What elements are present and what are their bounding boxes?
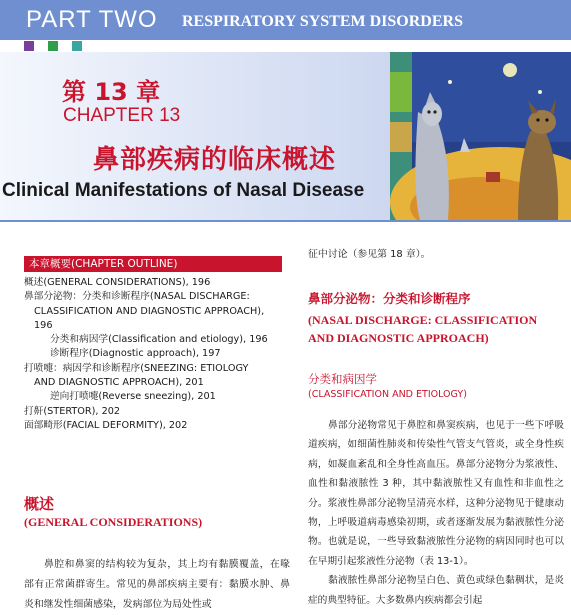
general-heading-cn: 概述: [24, 495, 55, 513]
accent-square-teal: [72, 41, 82, 51]
classification-heading-cn: 分类和病因学: [308, 372, 377, 386]
chapter-title-en: Clinical Manifestations of Nasal Disease: [2, 180, 365, 201]
paragraph: 黏液脓性鼻部分泌物呈白色、黄色或绿色黏稠状，是炎症的典型特征。大多数鼻内疾病都会引起: [308, 575, 564, 606]
accent-square-purple: [24, 41, 34, 51]
outline-item[interactable]: 诊断程序(Diagnostic approach), 197: [50, 348, 221, 360]
general-body: [24, 555, 290, 615]
outline-item[interactable]: 196: [34, 319, 53, 331]
general-heading-en: (GENERAL CONSIDERATIONS): [24, 515, 203, 529]
chapter-number-en: CHAPTER 13: [63, 105, 181, 126]
chapter-number-cn: 第 13 章: [62, 78, 161, 106]
header-divider: [0, 220, 571, 222]
outline-item[interactable]: CLASSIFICATION AND DIAGNOSTIC APPROACH),: [34, 305, 265, 317]
paragraph: 鼻部分泌物常见于鼻腔和鼻窦疾病，也见于一些下呼吸道疾病，如细菌性肺炎和传染性气管支气管炎，或全身性疾病，如凝血紊乱和全身性高血压。鼻部分泌物分为浆液性、血性和黏液脓性 3 种，其中黏液脓性又有血性和非血性之分。浆液性鼻部分泌物呈清亮水样，这种分泌物见于健康动物，上呼吸道病毒感染初期，或者逐渐发展为黏液脓性分泌物。也就是说，一些导致黏液脓性分泌物的病因同时也可以在早期引起浆液性分泌物（表 13-1）。: [308, 420, 564, 567]
accent-square-green: [48, 41, 58, 51]
chapter-illustration: [390, 52, 571, 220]
chapter-outline-heading: 本章概要(CHAPTER OUTLINE): [24, 256, 282, 272]
paragraph: 鼻腔和鼻窦的结构较为复杂，其上均有黏膜覆盖，在喙部有正常菌群寄生。常见的鼻部疾病主要有：黏膜水肿、鼻炎和继发性细菌感染，发病部位为局处性或: [24, 559, 290, 610]
classification-body: [308, 416, 564, 610]
part-banner: [0, 0, 571, 40]
chapter-outline-list: [24, 276, 294, 433]
continuation-text: 征中讨论（参见第 18 章）。: [308, 249, 431, 260]
outline-item[interactable]: 打喷嚏：病因学和诊断程序(SNEEZING: ETIOLOGY: [24, 362, 249, 374]
outline-item[interactable]: 概述(GENERAL CONSIDERATIONS), 196: [24, 277, 211, 288]
classification-heading-en: (CLASSIFICATION AND ETIOLOGY): [308, 389, 467, 400]
outline-item[interactable]: 鼻部分泌物：分类和诊断程序(NASAL DISCHARGE:: [24, 291, 250, 303]
part-label: PART TWO: [26, 6, 158, 33]
chapter-title-cn: 鼻部疾病的临床概述: [93, 145, 337, 175]
nasal-discharge-heading-cn: 鼻部分泌物：分类和诊断程序: [308, 291, 471, 306]
outline-item[interactable]: 分类和病因学(Classification and etiology), 196: [50, 334, 268, 346]
section-label: RESPIRATORY SYSTEM DISORDERS: [182, 13, 463, 30]
outline-item[interactable]: AND DIAGNOSTIC APPROACH), 201: [34, 377, 204, 389]
outline-item[interactable]: 面部畸形(FACIAL DEFORMITY), 202: [24, 419, 188, 431]
nasal-discharge-heading-en: (NASAL DISCHARGE: CLASSIFICATION AND DIAGNOSTIC APPROACH): [308, 313, 538, 345]
outline-item[interactable]: 逆向打喷嚏(Reverse sneezing), 201: [50, 391, 216, 403]
outline-item[interactable]: 打鼾(STERTOR), 202: [24, 405, 121, 417]
